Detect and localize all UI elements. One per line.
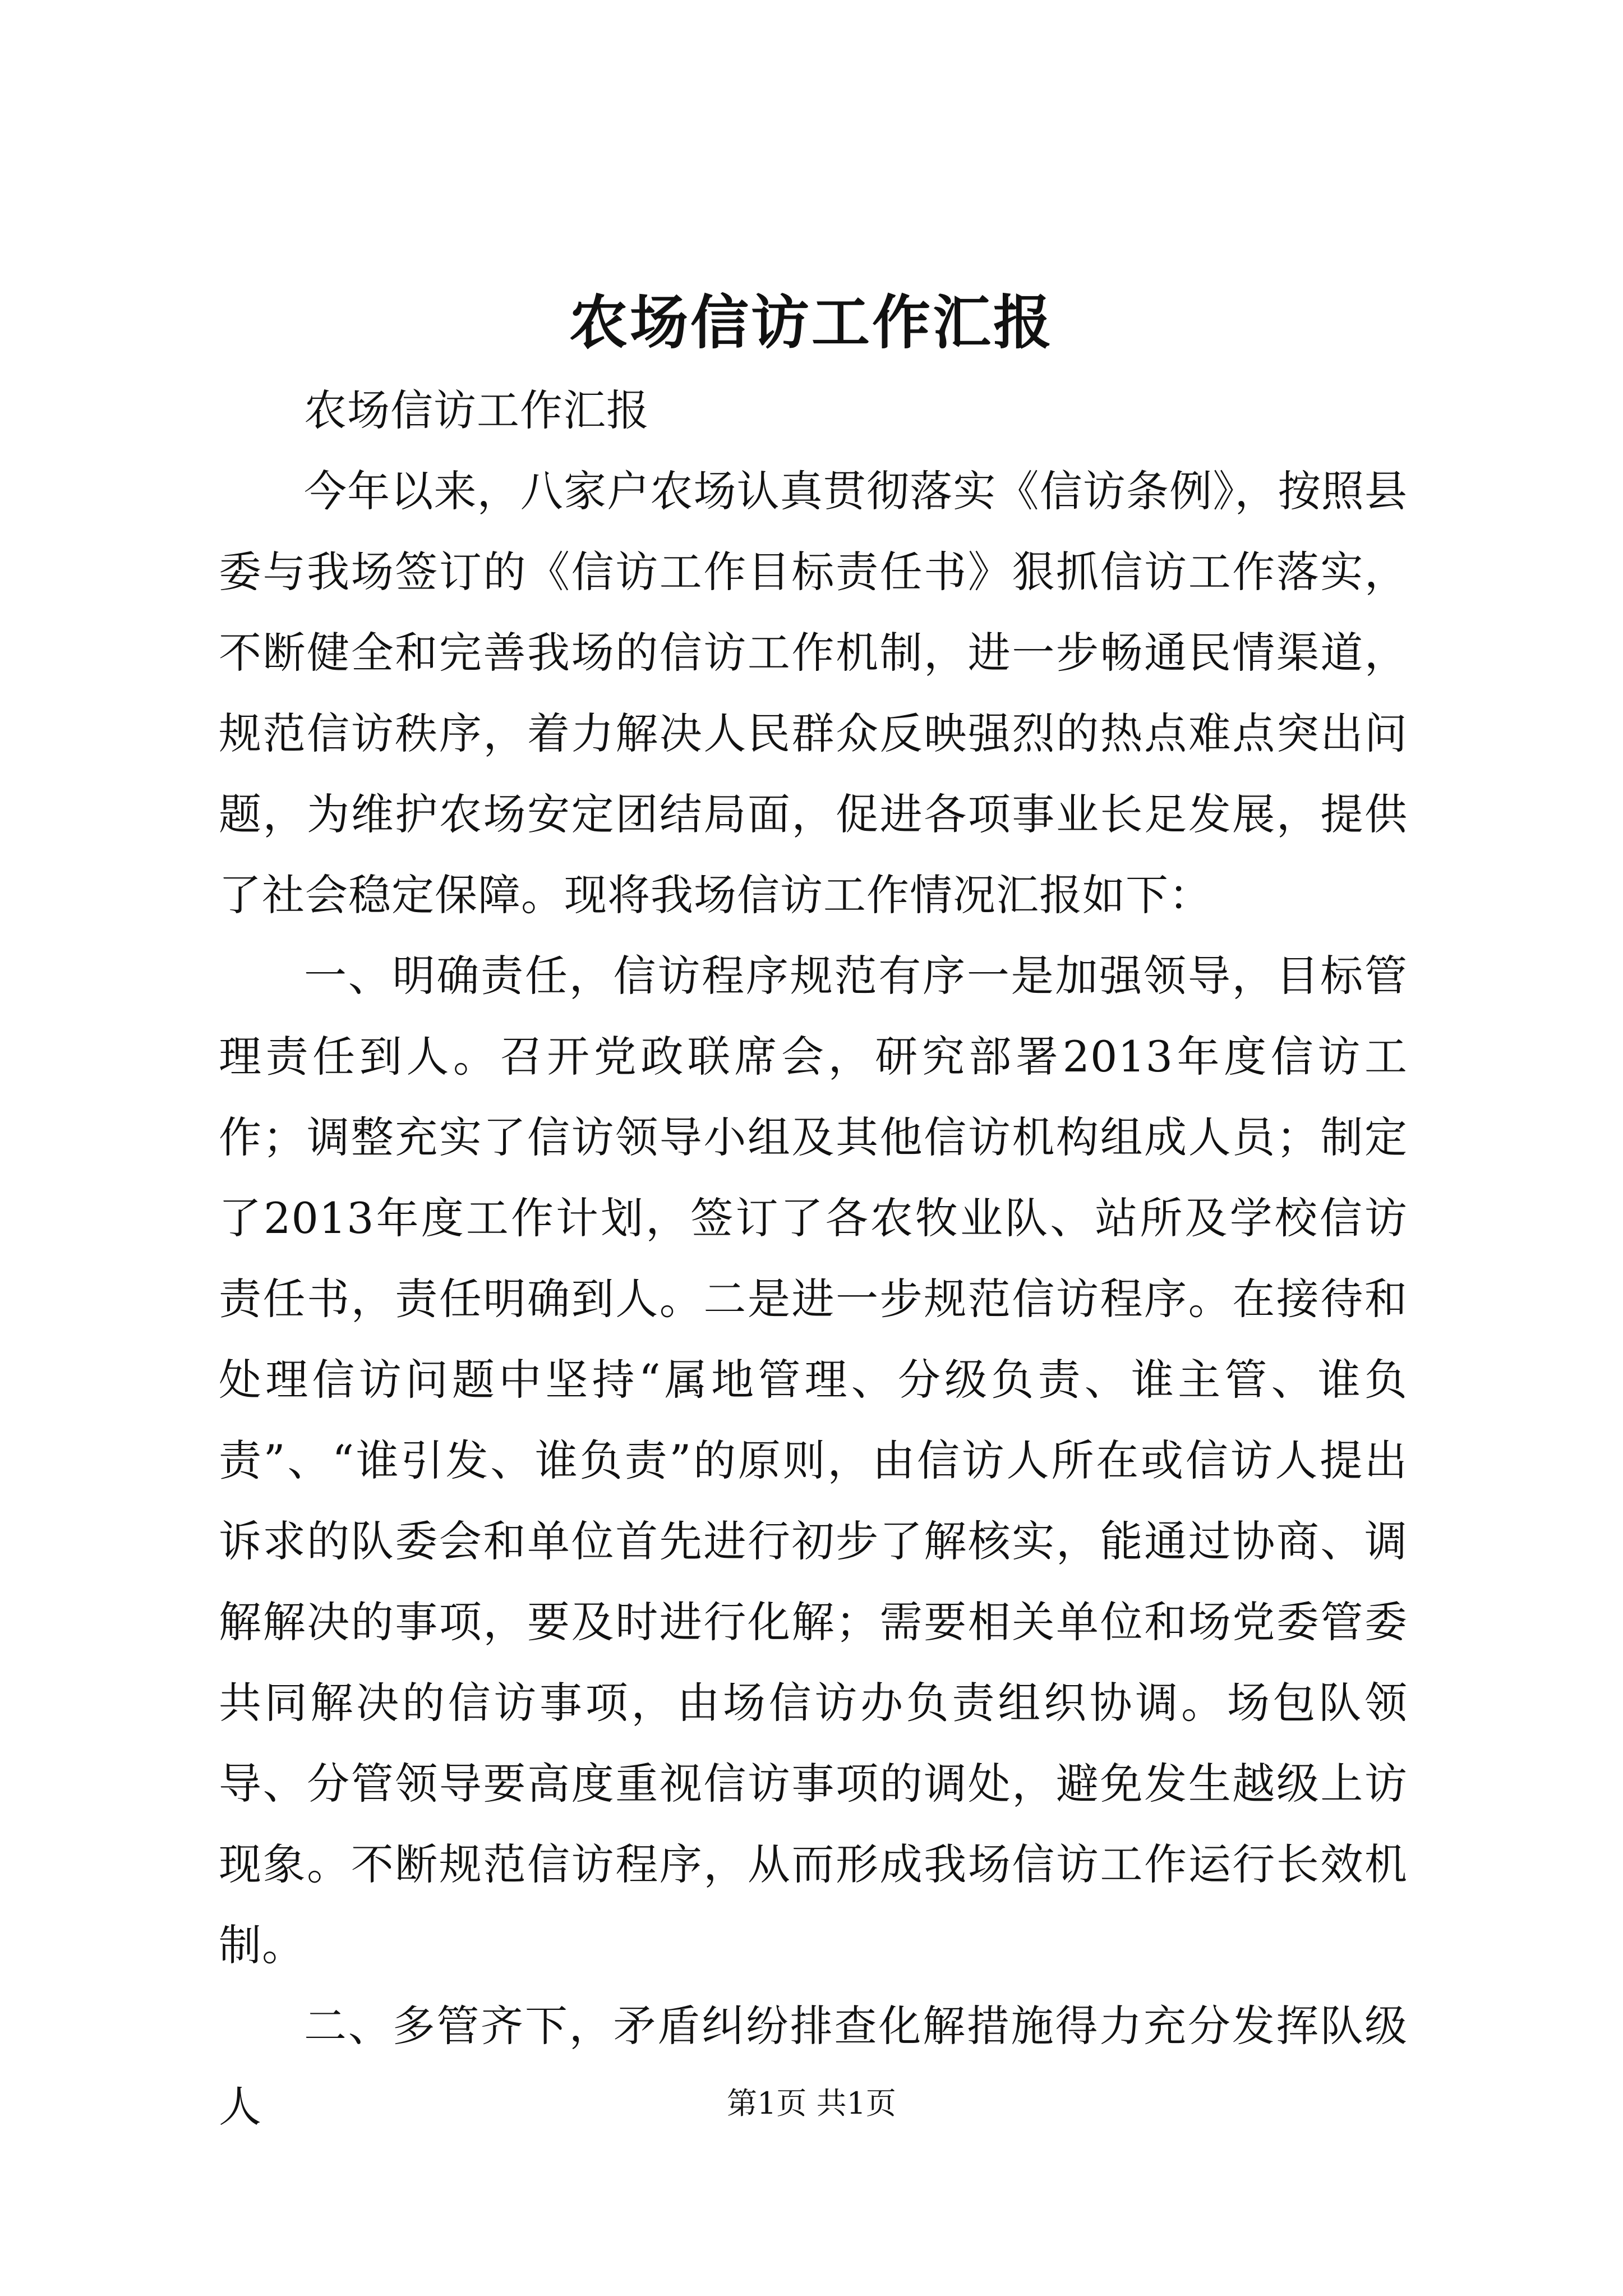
page-footer: 第1页 共1页 (727, 2086, 896, 2121)
paragraph-section-two: 二、多管齐下，矛盾纠纷排查化解措施得力充分发挥队级人 (219, 2001, 1408, 2132)
paragraph-section-one: 一、明确责任，信访程序规范有序一是加强领导，目标管理责任到人。召开党政联席会，研究部署2013年度信访工作；调整充实了信访领导小组及其他信访机构组成人员；制定了2013年度工作计划，签订了各农牧业队、站所及学校信访责任书，责任明确到人。二是进一步规范信访程序。在接待和处理信访问题中坚持“属地管理、分级负责、谁主管、谁负责”、“谁引发、谁负责”的原则，由信访人所在或信访人提出诉求的队委会和单位首先进行初步了解核实，能通过协商、调解解决的事项，要及时进行化解；需要相关单位和场党委管委共同解决的信访事项，由场信访办负责组织协调。场包队领导、分管领导要高度重视信访事项的调处，避免发生越级上访现象。不断规范信访程序，从而形成我场信访工作运行长效机制。 (219, 951, 1408, 1970)
paragraph-subtitle: 农场信访工作汇报 (304, 385, 649, 435)
paragraph-intro: 今年以来，八家户农场认真贯彻落实《信访条例》，按照县委与我场签订的《信访工作目标责任书》狠抓信访工作落实，不断健全和完善我场的信访工作机制，进一步畅通民情渠道，规范信访秩序，着力解决人民群众反映强烈的热点难点突出问题，为维护农场安定团结局面，促进各项事业长足发展，提供了社会稳定保障。现将我场信访工作情况汇报如下： (219, 466, 1408, 920)
document-title: 农场信访工作汇报 (569, 288, 1054, 357)
document-body (219, 370, 1408, 2147)
